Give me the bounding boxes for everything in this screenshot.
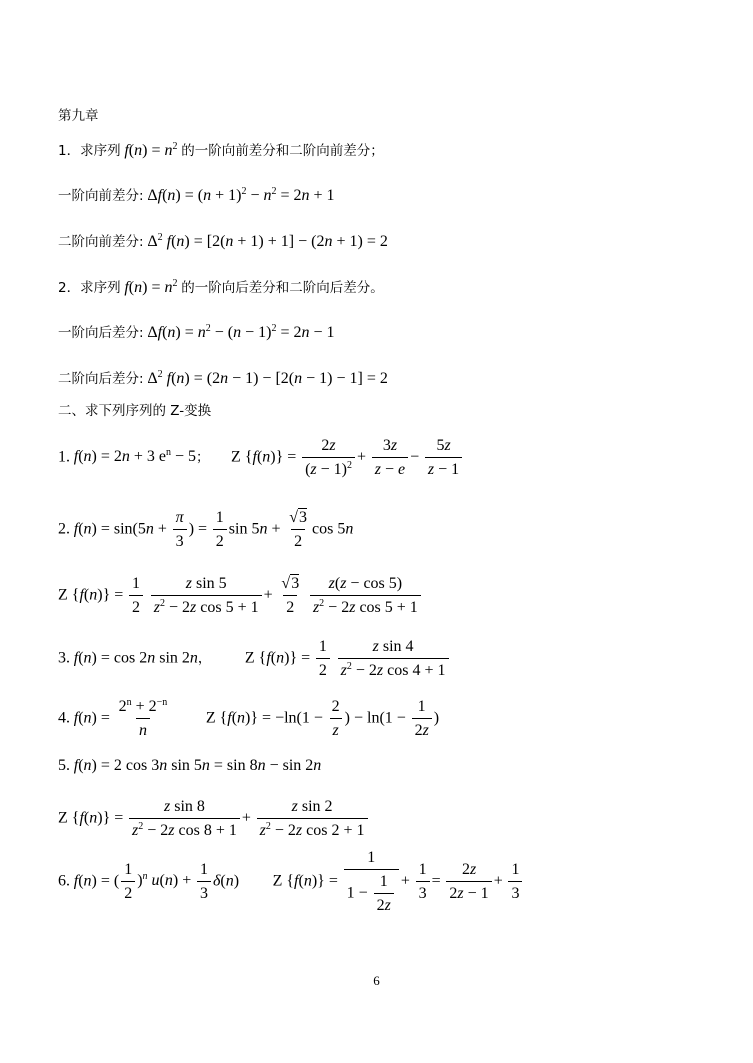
problem-2-transform: Z {f(n)} = $\frac{1}{2}$ $\frac{\text{z sin 5}}{z^2 - 2z \cos 5 + 1}$ + $\frac{√3}{2}$ $\frac{z(z - \cos 5)}{z^2 - 2z \cos 5 + 1}$	[58, 574, 423, 618]
forward-diff-2: 二阶向前差分: $\Delta^2$ f(n) = [2(n + 1) + 1] − (2n + 1) = 2	[58, 232, 388, 250]
section-2-title: 二、求下列序列的 Z-变换	[58, 403, 212, 419]
backward-diff-2: 二阶向后差分: $\Delta^2$ f(n) = (2n − 1) − [2(n − 1) − 1] = 2	[58, 369, 388, 387]
question-2: 2．求序列 $f(n) = n^2$ 的一阶向后差分和二阶向后差分。	[58, 278, 384, 296]
page-number: 6	[373, 973, 380, 988]
problem-3: 3. f(n) = cos 2n sin 2n， Z {f(n)} = $\frac{1}{2}$ $\frac{\text{z sin 4}}{z^2 - 2z \cos 4 + 1}$	[58, 637, 451, 681]
backward-diff-1: 一阶向后差分: $\Delta f(n) = n^2 - (n - 1)^2 = 2n - 1$	[58, 323, 335, 341]
problem-5-transform: Z {f(n)} = $\frac{\text{z sin 8}}{z^2 - 2z \cos 8 + 1}$ + $\frac{\text{z sin 2}}{z^2 - 2z \cos 2 + 1}$	[58, 797, 370, 841]
forward-diff-1: 一阶向前差分: $\Delta f(n) = (n + 1)^2 - n^2 = 2n + 1$	[58, 186, 335, 204]
problem-6: 6. f(n) = ( $\frac{1}{2}$ )$^n$ u(n) + $\frac{1}{3}$ δ(n) Z {f(n)} = 1 1 − $\frac{1}{2z}$ + $\frac{1}{3}$ = $\frac{2z}{2z - 1}$ + $\frac{1}{3}$	[58, 848, 524, 916]
problem-1: 1. f(n) = 2n + 3 $e^n - 5$； Z {f(n)} = $\frac{2z}{(z - 1)^2}$ + $\frac{3z}{z - e}$ − $\frac{5z}{z - 1}$	[58, 436, 464, 480]
chapter-title: 第九章	[58, 108, 99, 124]
problem-2: 2. f(n) = sin(5n + $\frac{\pi}{3}$ ) = $\frac{1}{2}$ sin 5n + $\frac{√3}{2}$ cos 5n	[58, 509, 354, 550]
problem-4: 4. f(n) = $\frac{2^n + 2^{-n}}{n}$ Z {f(n)} = −ln(1 − $\frac{2}{z}$ ) − ln(1 − $\frac{1}{2z}$ )	[58, 697, 440, 739]
problem-5: 5. f(n) = 2 cos 3n sin 5n = sin 8n − sin 2n	[58, 757, 322, 774]
question-1: 1．求序列 $f(n) = n^2$ 的一阶向前差分和二阶向前差分；	[58, 141, 384, 159]
